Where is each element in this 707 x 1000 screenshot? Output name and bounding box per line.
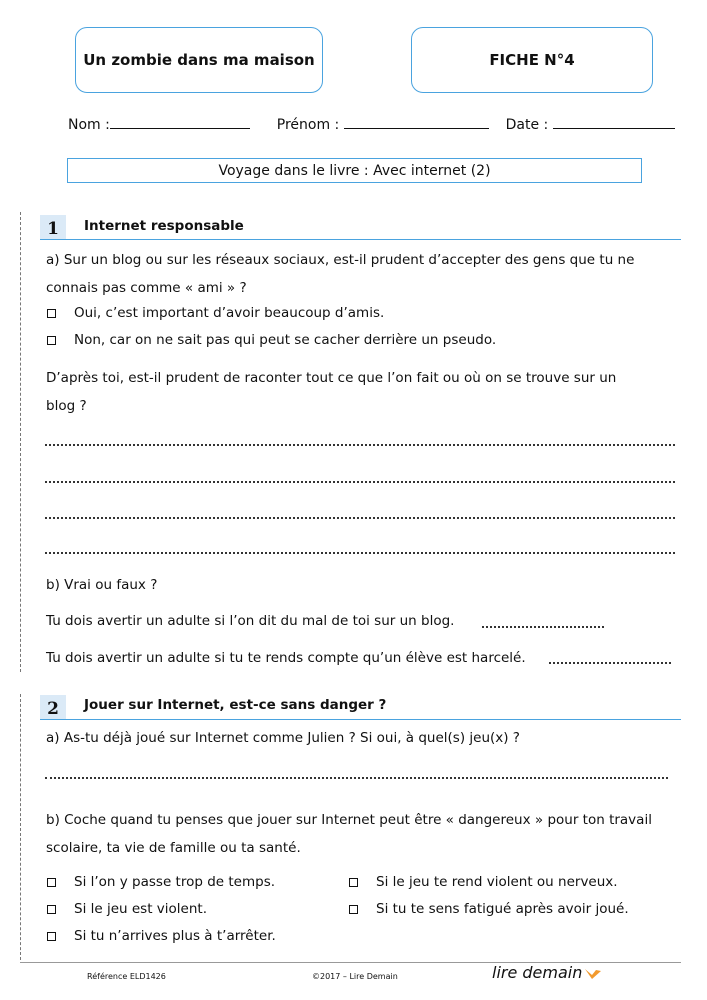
sheet-number: FICHE N°4 (489, 51, 575, 69)
margin-line-2 (20, 694, 21, 960)
lire-demain-logo (492, 963, 603, 982)
checkbox-left-2[interactable] (47, 905, 56, 914)
option-2-label: Non, car on ne sait pas qui peut se cacher derrière un pseudo. (74, 332, 497, 348)
section-2-number: 2 (47, 699, 59, 719)
answer-line-3[interactable] (45, 517, 675, 519)
prenom-label: Prénom : (276, 117, 340, 133)
section-2-question-b-line1: b) Coche quand tu penses que jouer sur Internet peut être « dangereux » pour ton travail (46, 812, 652, 828)
option-right-1: Si le jeu te rend violent ou nerveux. (376, 874, 618, 890)
margin-line-1 (20, 212, 21, 672)
checkbox-option-2[interactable] (47, 336, 56, 345)
question-b: b) Vrai ou faux ? (46, 577, 158, 593)
sheet-number-box (411, 27, 653, 93)
question-a-line1: a) Sur un blog ou sur les réseaux sociaux, est-il prudent d’accepter des gens que tu ne (46, 252, 635, 268)
section-2-answer-line[interactable] (45, 777, 668, 779)
option-left-1: Si l’on y passe trop de temps. (74, 874, 276, 890)
book-title: Un zombie dans ma maison (83, 51, 315, 69)
checkbox-right-1[interactable] (349, 878, 358, 887)
statement-1: Tu dois avertir un adulte si l’on dit du mal de toi sur un blog. (46, 613, 455, 629)
prenom-field[interactable] (344, 114, 489, 129)
statement-2-answer[interactable] (549, 662, 671, 664)
worksheet-subtitle (67, 158, 642, 183)
option-1-label: Oui, c’est important d’avoir beaucoup d’amis. (74, 305, 385, 321)
answer-line-1[interactable] (45, 444, 675, 446)
option-left-3: Si tu n’arrives plus à t’arrêter. (74, 928, 276, 944)
section-1-badge (40, 215, 66, 240)
answer-line-2[interactable] (45, 481, 675, 483)
date-field[interactable] (553, 114, 675, 129)
section-2-rule (40, 719, 681, 720)
section-2-question-a: a) As-tu déjà joué sur Internet comme Julien ? Si oui, à quel(s) jeu(x) ? (46, 730, 520, 746)
section-2-title: Jouer sur Internet, est-ce sans danger ? (84, 697, 387, 713)
section-2-question-b-line2: scolaire, ta vie de famille ou ta santé. (46, 840, 301, 856)
section-2-badge (40, 695, 66, 720)
subtitle-text: Voyage dans le livre : Avec internet (2) (218, 162, 491, 179)
question-a-line2: connais pas comme « ami » ? (46, 280, 247, 296)
book-icon (583, 965, 603, 981)
book-title-box (75, 27, 323, 93)
section-1-title: Internet responsable (84, 218, 244, 234)
section-1-rule (40, 239, 681, 240)
footer-reference: Référence ELD1426 (87, 972, 166, 981)
section-1-number: 1 (47, 219, 59, 239)
nom-label: Nom : (68, 117, 110, 133)
statement-2: Tu dois avertir un adulte si tu te rends compte qu’un élève est harcelé. (46, 650, 526, 666)
question-2-line1: D’après toi, est-il prudent de raconter tout ce que l’on fait ou où on se trouve sur un (46, 370, 617, 386)
option-left-2: Si le jeu est violent. (74, 901, 207, 917)
logo-text: lire demain (492, 963, 583, 982)
student-info-line (68, 114, 675, 133)
option-right-2: Si tu te sens fatigué après avoir joué. (376, 901, 629, 917)
checkbox-left-3[interactable] (47, 932, 56, 941)
nom-field[interactable] (110, 114, 250, 129)
checkbox-option-1[interactable] (47, 309, 56, 318)
footer-copyright: ©2017 – Lire Demain (312, 972, 398, 981)
question-2-line2: blog ? (46, 398, 87, 414)
date-label: Date : (505, 117, 549, 133)
checkbox-right-2[interactable] (349, 905, 358, 914)
answer-line-4[interactable] (45, 552, 675, 554)
checkbox-left-1[interactable] (47, 878, 56, 887)
statement-1-answer[interactable] (482, 626, 604, 628)
